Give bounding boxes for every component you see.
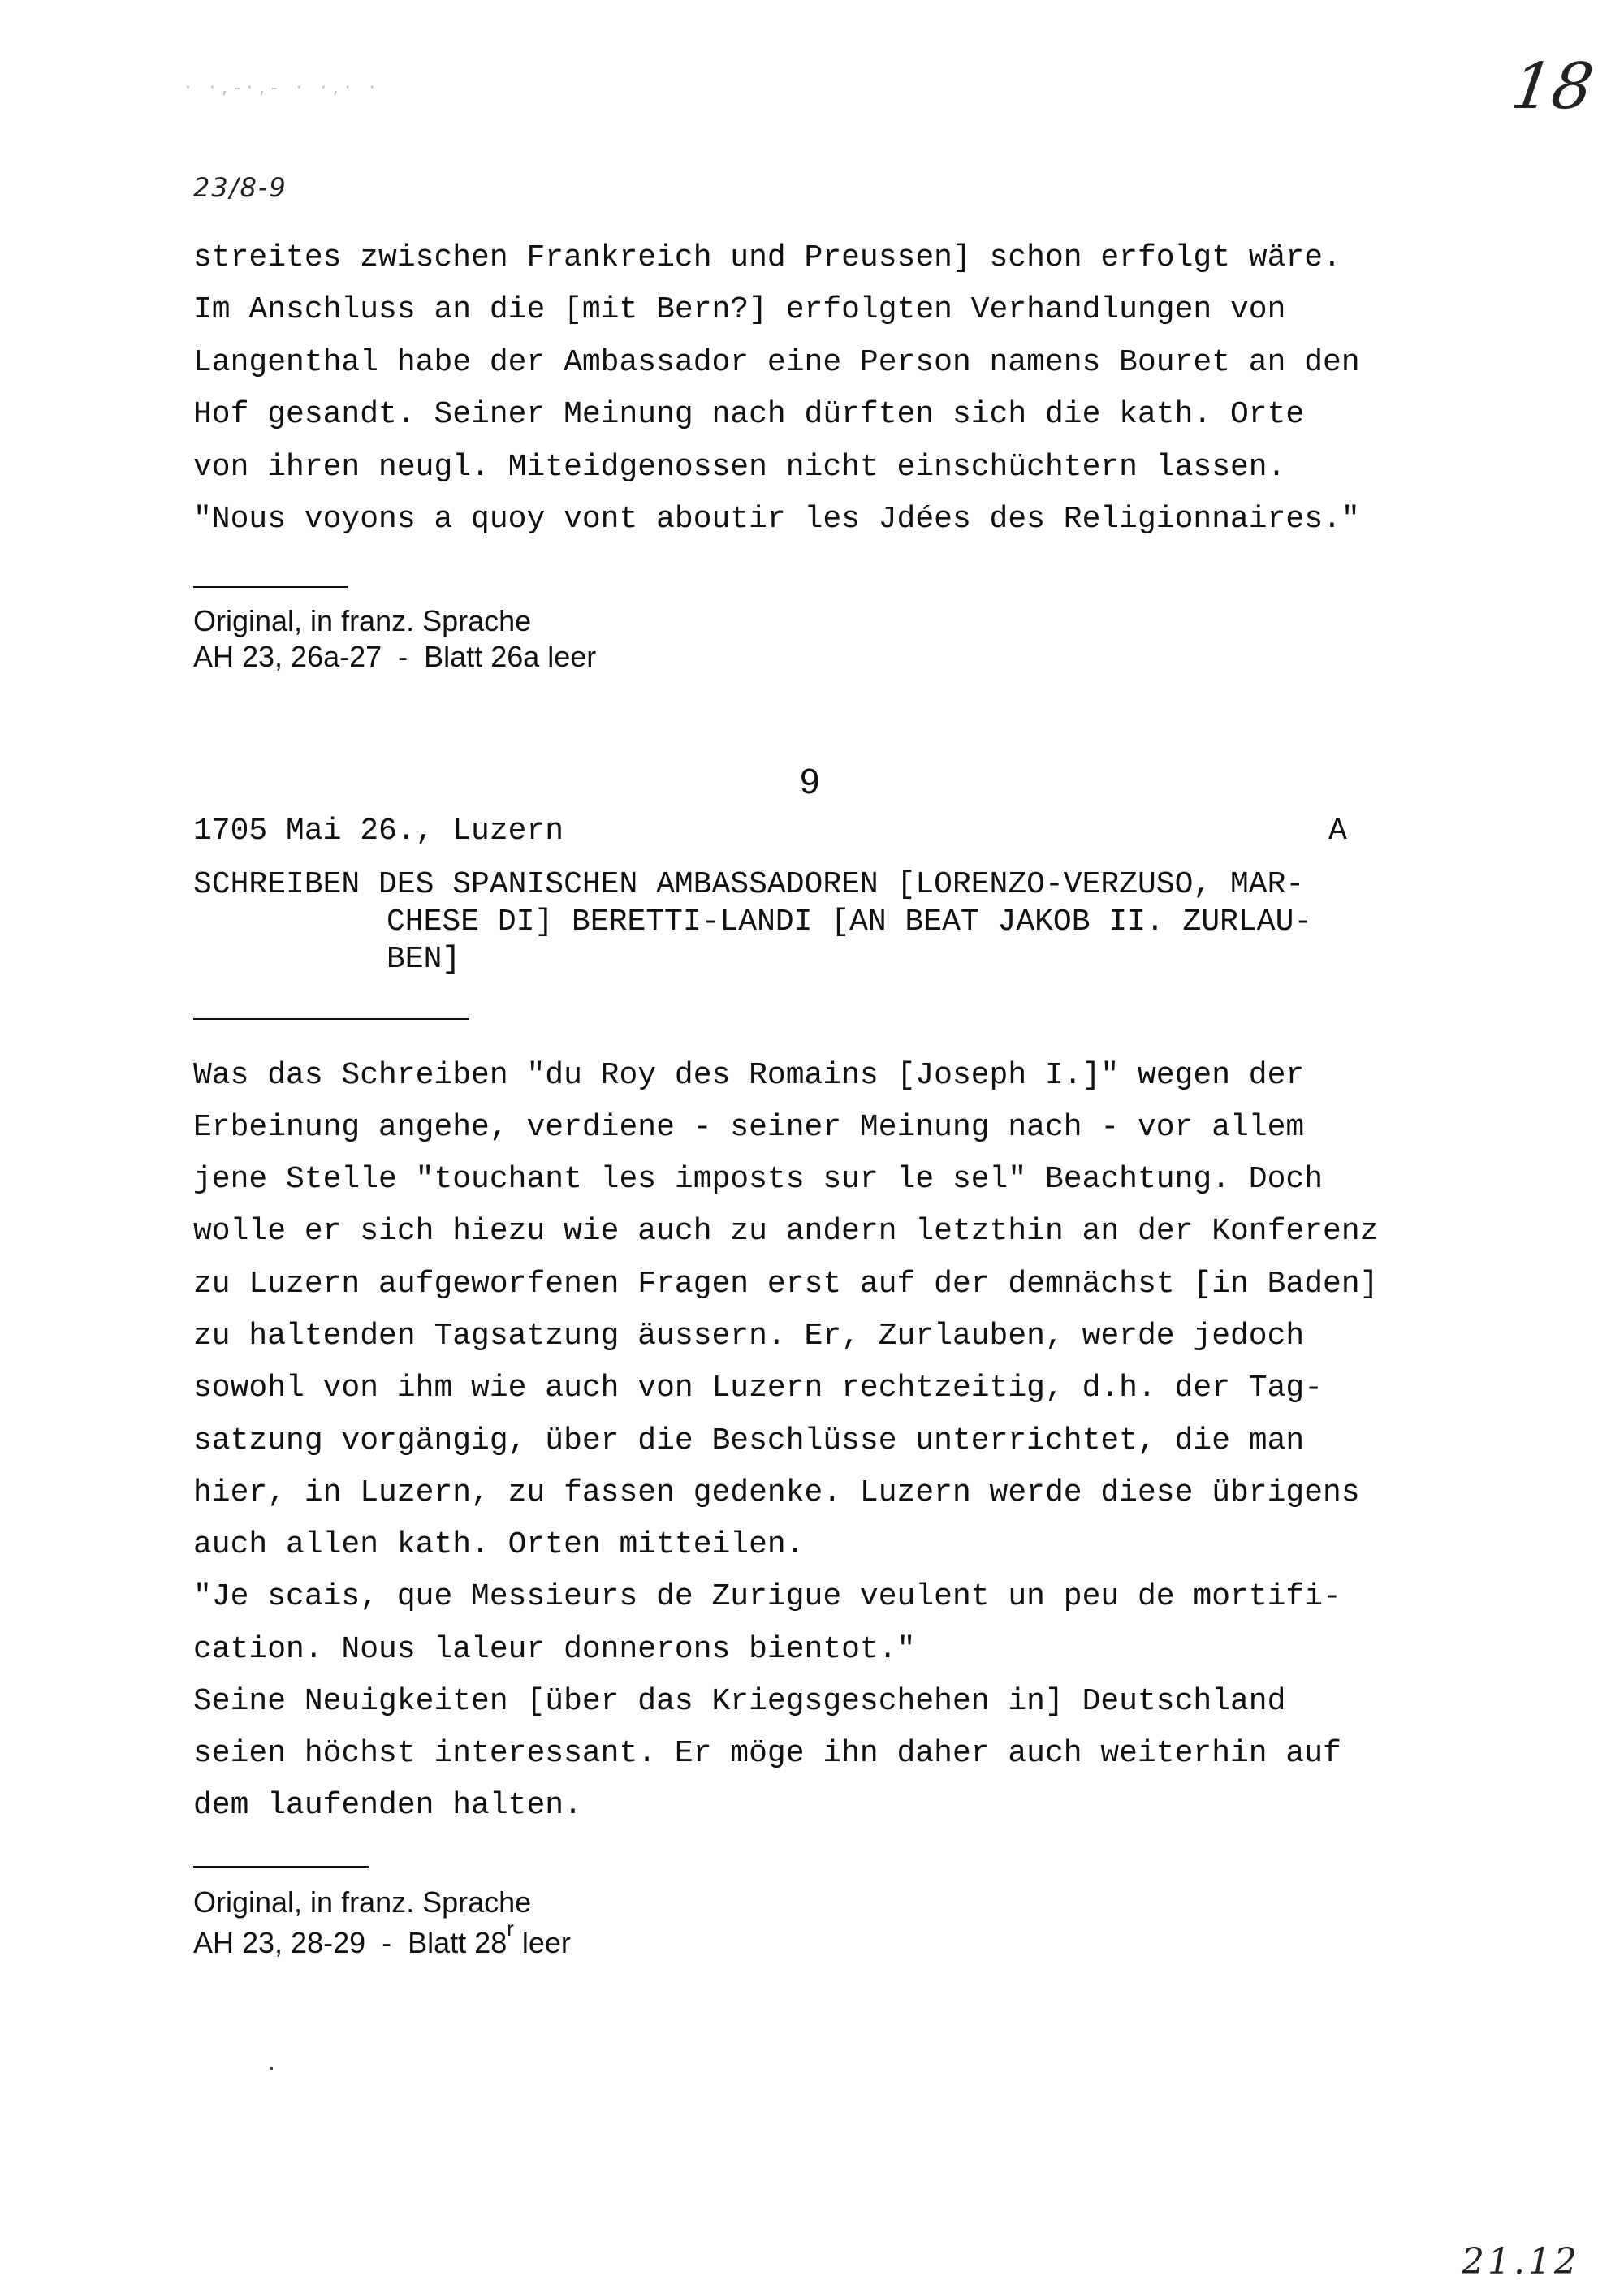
doc9-source-line-2-text: AH 23, 28-29 - Blatt 28 [193, 1926, 508, 1959]
doc9-line: satzung vorgängig, über die Beschlüsse unterrichtet, die man [193, 1423, 1305, 1458]
doc9-line: dem laufenden halten. [193, 1788, 582, 1823]
doc9-line: seien höchst interessant. Er möge ihn daher auch weiterhin auf [193, 1736, 1341, 1771]
doc9-line: Erbeinung angehe, verdiene - seiner Meinung nach - vor allem [193, 1110, 1305, 1145]
doc9-classification: A [1328, 814, 1347, 849]
doc9-line: auch allen kath. Orten mitteilen. [193, 1527, 805, 1562]
doc8-source-line-1: Original, in franz. Sprache [193, 604, 532, 637]
faint-stamp-text: · ·,-·,- · ·,· · [185, 78, 382, 98]
doc8-line: Im Anschluss an die [mit Bern?] erfolgten Verhandlungen von [193, 292, 1286, 327]
doc9-line: wolle er sich hiezu wie auch zu andern letzthin an der Konferenz [193, 1214, 1379, 1249]
doc9-line: cation. Nous laleur donnerons bientot." [193, 1632, 916, 1667]
doc9-heading-line: BEN] [387, 942, 461, 977]
folio-number: 18 [1506, 50, 1598, 123]
doc8-source-line-2: AH 23, 26a-27 - Blatt 26a leer [193, 640, 597, 673]
doc9-line: zu Luzern aufgeworfenen Fragen erst auf der demnächst [in Baden] [193, 1267, 1379, 1302]
recto-superscript: r [507, 1916, 514, 1941]
doc9-line: sowohl von ihm wie auch von Luzern rechtzeitig, d.h. der Tag- [193, 1371, 1324, 1406]
doc8-line: streites zwischen Frankreich und Preussen] schon erfolgt wäre. [193, 240, 1341, 275]
doc9-source-rule [193, 1866, 369, 1868]
doc9-source-line-1: Original, in franz. Sprache [193, 1885, 532, 1919]
doc9-line: Was das Schreiben "du Roy des Romains [Joseph I.]" wegen der [193, 1058, 1305, 1093]
handwritten-footer-note: 21.12 [1462, 2241, 1580, 2282]
doc9-heading-line: SCHREIBEN DES SPANISCHEN AMBASSADOREN [LORENZO-VERZUSO, MAR- [193, 867, 1305, 902]
stray-mark [270, 2067, 273, 2070]
doc8-line: Langenthal habe der Ambassador eine Person namens Bouret an den [193, 345, 1360, 380]
doc8-line: "Nous voyons a quoy vont aboutir les Jdées des Religionnaires." [193, 502, 1360, 537]
doc9-line: hier, in Luzern, zu fassen gedenke. Luzern werde diese übrigens [193, 1475, 1360, 1510]
doc9-source-line-2-end: leer [513, 1926, 571, 1959]
doc9-line: zu haltenden Tagsatzung äussern. Er, Zurlauben, werde jedoch [193, 1319, 1305, 1354]
doc9-dateline: 1705 Mai 26., Luzern [193, 814, 564, 849]
doc8-source-rule [193, 586, 348, 588]
page-reference: 23/8-9 [193, 172, 287, 203]
doc9-line: Seine Neuigkeiten [über das Kriegsgeschehen in] Deutschland [193, 1684, 1286, 1719]
doc9-line: "Je scais, que Messieurs de Zurigue veulent un peu de mortifi- [193, 1579, 1341, 1614]
doc8-line: Hof gesandt. Seiner Meinung nach dürften sich die kath. Orte [193, 397, 1305, 432]
doc9-heading-line: CHESE DI] BERETTI-LANDI [AN BEAT JAKOB II. ZURLAU- [387, 905, 1313, 939]
doc9-line: jene Stelle "touchant les imposts sur le sel" Beachtung. Doch [193, 1162, 1324, 1197]
doc9-source-line-2 [193, 1916, 571, 1960]
doc8-line: von ihren neugl. Miteidgenossen nicht einschüchtern lassen. [193, 450, 1286, 485]
doc9-number: 9 [800, 762, 820, 801]
doc9-heading-rule [193, 1018, 469, 1020]
